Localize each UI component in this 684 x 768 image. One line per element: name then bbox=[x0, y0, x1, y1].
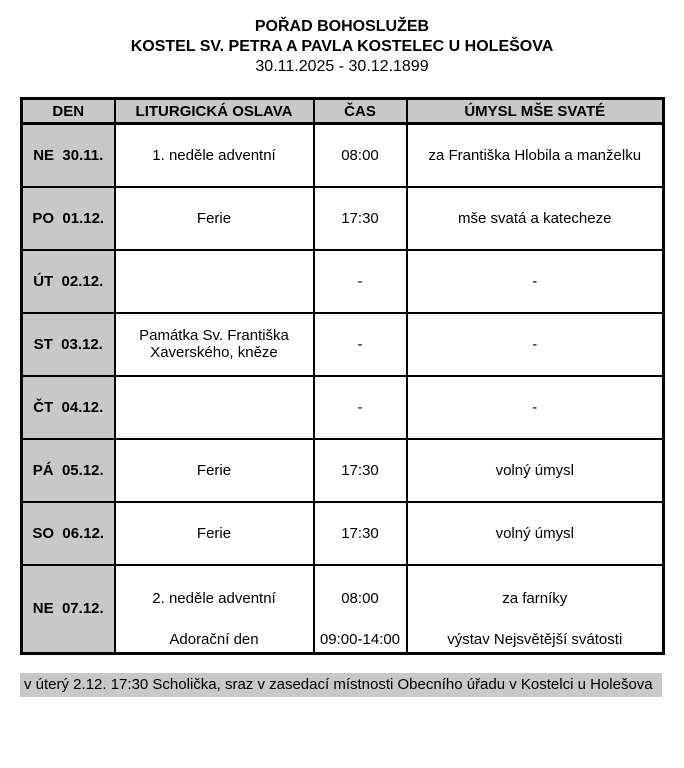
intention-cell: mše svatá a katecheze bbox=[407, 187, 664, 250]
col-header-den: DEN bbox=[22, 99, 115, 124]
col-header-time: ČAS bbox=[314, 99, 407, 124]
celebration-cell bbox=[115, 250, 314, 313]
intention-cell: - bbox=[407, 313, 664, 376]
page-title: POŘAD BOHOSLUŽEB bbox=[254, 18, 430, 35]
table-row bbox=[22, 250, 664, 313]
day-cell: NE 30.11. bbox=[22, 124, 115, 187]
celebration-line-1: 2. neděle adventní bbox=[152, 589, 276, 607]
time-cell: - bbox=[314, 250, 407, 313]
date-range: 30.11.2025 - 30.12.1899 bbox=[255, 58, 429, 75]
time-cell: - bbox=[314, 313, 407, 376]
intention-line-1: za farníky bbox=[502, 589, 568, 607]
day-cell: NE 07.12. bbox=[22, 565, 115, 654]
celebration-cell: Ferie bbox=[115, 187, 314, 250]
day-cell: PÁ 05.12. bbox=[22, 439, 115, 502]
col-header-celebration: LITURGICKÁ OSLAVA bbox=[115, 99, 314, 124]
celebration-cell: Ferie bbox=[115, 502, 314, 565]
footer-note: v úterý 2.12. 17:30 Scholička, sraz v zasedací místnosti Obecního úřadu v Kostelci u Holešova bbox=[20, 673, 662, 697]
table-row bbox=[22, 124, 664, 187]
intention-cell: volný úmysl bbox=[407, 439, 664, 502]
day-cell: ST 03.12. bbox=[22, 313, 115, 376]
table-row bbox=[22, 439, 664, 502]
day-cell: PO 01.12. bbox=[22, 187, 115, 250]
celebration-cell: 1. neděle adventní bbox=[115, 124, 314, 187]
day-cell: SO 06.12. bbox=[22, 502, 115, 565]
time-cell: 17:30 bbox=[314, 502, 407, 565]
celebration-cell: Ferie bbox=[115, 439, 314, 502]
day-cell: ČT 04.12. bbox=[22, 376, 115, 439]
table-row bbox=[22, 313, 664, 376]
time-cell: 08:00 bbox=[314, 124, 407, 187]
time-cell bbox=[314, 565, 407, 654]
day-cell: ÚT 02.12. bbox=[22, 250, 115, 313]
schedule-table bbox=[20, 97, 665, 655]
col-header-intention: ÚMYSL MŠE SVATÉ bbox=[407, 99, 664, 124]
time-line-1: 08:00 bbox=[341, 589, 379, 607]
table-row bbox=[22, 187, 664, 250]
header-row bbox=[22, 99, 664, 124]
church-name: KOSTEL SV. PETRA A PAVLA KOSTELEC U HOLEŠOVA bbox=[130, 38, 554, 55]
table-row bbox=[22, 502, 664, 565]
time-line-2: 09:00-14:00 bbox=[319, 630, 401, 648]
celebration-cell bbox=[115, 376, 314, 439]
table-row bbox=[22, 565, 664, 654]
intention-cell: - bbox=[407, 376, 664, 439]
time-cell: 17:30 bbox=[314, 187, 407, 250]
time-cell: - bbox=[314, 376, 407, 439]
celebration-line-2: Adorační den bbox=[169, 630, 259, 648]
intention-line-2: výstav Nejsvětější svátosti bbox=[447, 630, 623, 648]
celebration-cell: Památka Sv. Františka Xaverského, kněze bbox=[115, 313, 314, 376]
title-block bbox=[0, 0, 684, 77]
intention-cell: - bbox=[407, 250, 664, 313]
time-cell: 17:30 bbox=[314, 439, 407, 502]
intention-cell: za Františka Hlobila a manželku bbox=[407, 124, 664, 187]
intention-cell: volný úmysl bbox=[407, 502, 664, 565]
intention-cell bbox=[407, 565, 664, 654]
celebration-cell bbox=[115, 565, 314, 654]
table-row bbox=[22, 376, 664, 439]
